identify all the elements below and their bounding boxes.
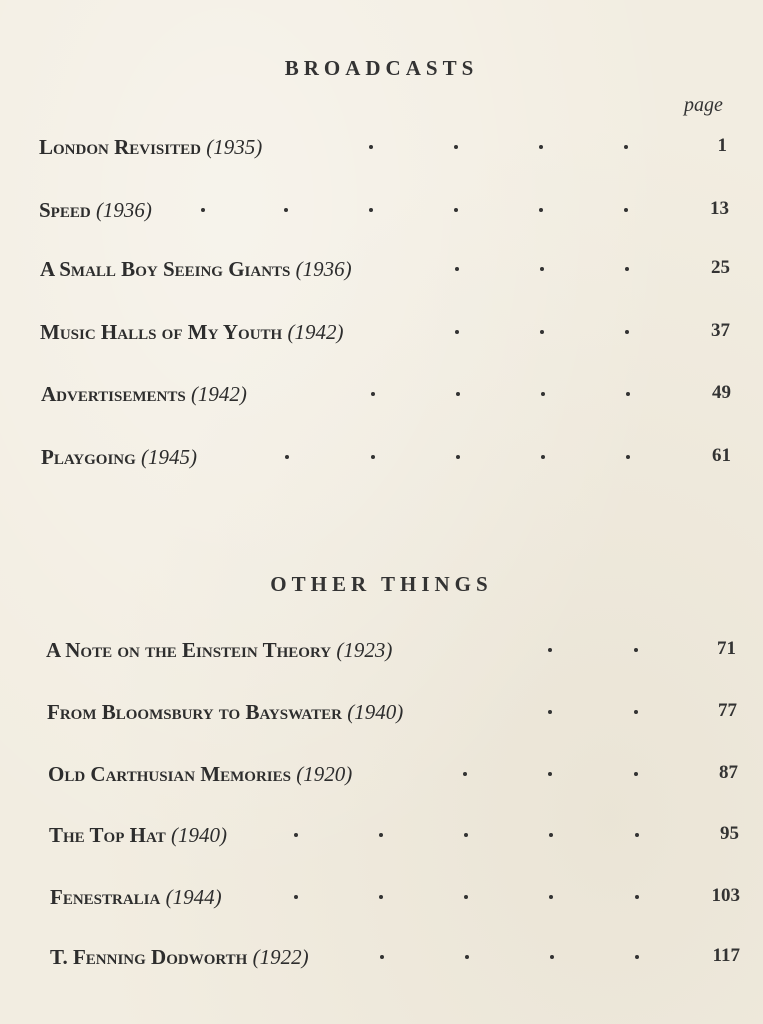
- leader-dot: [624, 145, 628, 149]
- leader-dot: [380, 955, 384, 959]
- leader-dot: [540, 330, 544, 334]
- leader-dot: [625, 330, 629, 334]
- entry-year: (1942): [287, 320, 344, 344]
- entry-page-number: 95: [720, 823, 739, 844]
- entry-title: T. Fenning Dodworth (1922): [50, 945, 309, 969]
- toc-entry[interactable]: [47, 700, 747, 730]
- entry-page-number: 117: [712, 945, 740, 966]
- entry-title: Advertisements (1942): [41, 382, 247, 406]
- toc-entry[interactable]: [48, 762, 748, 792]
- leader-dot: [454, 145, 458, 149]
- leader-dot: [634, 710, 638, 714]
- leader-dot: [455, 330, 459, 334]
- entry-page-number: 103: [711, 885, 740, 906]
- entry-year: (1935): [206, 135, 263, 159]
- leader-dot: [379, 895, 383, 899]
- entry-page-number: 37: [711, 320, 730, 341]
- leader-dot: [463, 772, 467, 776]
- leader-dot: [456, 392, 460, 396]
- leader-dot: [294, 833, 298, 837]
- leader-dot: [548, 648, 552, 652]
- leader-dot: [371, 455, 375, 459]
- entry-year: (1942): [190, 382, 247, 406]
- toc-entry[interactable]: [39, 135, 739, 165]
- toc-entry[interactable]: [40, 320, 740, 350]
- entry-year: (1922): [252, 945, 309, 969]
- leader-dot: [541, 455, 545, 459]
- leader-dot: [284, 208, 288, 212]
- leader-dot: [635, 955, 639, 959]
- page-column-label: page: [684, 94, 723, 116]
- leader-dot: [625, 267, 629, 271]
- leader-dot: [285, 455, 289, 459]
- leader-dot: [464, 895, 468, 899]
- entry-title: Playgoing (1945): [41, 445, 198, 469]
- entry-year: (1920): [296, 762, 353, 786]
- toc-entry[interactable]: [40, 257, 740, 287]
- leader-dot: [464, 833, 468, 837]
- leader-dot: [635, 833, 639, 837]
- leader-dot: [541, 392, 545, 396]
- section-title-broadcasts: BROADCASTS: [284, 56, 479, 80]
- toc-entry[interactable]: [50, 945, 750, 975]
- entry-title: Fenestralia (1944): [50, 885, 222, 909]
- leader-dot: [455, 267, 459, 271]
- leader-dot: [626, 392, 630, 396]
- entry-year: (1936): [95, 198, 152, 222]
- entry-page-number: 71: [717, 638, 736, 659]
- leader-dot: [549, 895, 553, 899]
- leader-dot: [550, 955, 554, 959]
- leader-dot: [539, 145, 543, 149]
- entry-year: (1940): [170, 823, 227, 847]
- leader-dot: [369, 208, 373, 212]
- leader-dot: [626, 455, 630, 459]
- entry-year: (1944): [165, 885, 222, 909]
- entry-page-number: 87: [719, 762, 738, 783]
- toc-entry[interactable]: [50, 885, 750, 915]
- entry-title: From Bloomsbury to Bayswater (1940): [47, 700, 404, 724]
- leader-dot: [201, 208, 205, 212]
- toc-entry[interactable]: [46, 638, 746, 668]
- entry-page-number: 25: [711, 257, 730, 278]
- leader-dot: [548, 710, 552, 714]
- entry-title: Old Carthusian Memories (1920): [48, 762, 353, 786]
- entry-title: A Small Boy Seeing Giants (1936): [40, 257, 352, 281]
- entry-page-number: 77: [718, 700, 737, 721]
- leader-dot: [454, 208, 458, 212]
- entry-title: London Revisited (1935): [39, 135, 263, 159]
- section-title-other-things: OTHER THINGS: [270, 572, 493, 596]
- entry-page-number: 13: [710, 198, 729, 219]
- entry-title: Speed (1936): [39, 198, 152, 222]
- leader-dot: [369, 145, 373, 149]
- entry-title: The Top Hat (1940): [49, 823, 227, 847]
- toc-entry[interactable]: [39, 198, 739, 228]
- leader-dot: [294, 895, 298, 899]
- entry-page-number: 1: [717, 135, 727, 156]
- leader-dot: [634, 648, 638, 652]
- leader-dot: [371, 392, 375, 396]
- entry-title: Music Halls of My Youth (1942): [40, 320, 344, 344]
- entry-year: (1936): [295, 257, 352, 281]
- toc-entry[interactable]: [49, 823, 749, 853]
- leader-dot: [549, 833, 553, 837]
- entry-year: (1923): [336, 638, 393, 662]
- entry-page-number: 49: [712, 382, 731, 403]
- entry-year: (1945): [141, 445, 198, 469]
- toc-entry[interactable]: [41, 382, 741, 412]
- entry-title: A Note on the Einstein Theory (1923): [46, 638, 393, 662]
- toc-entry[interactable]: [41, 445, 741, 475]
- entry-year: (1940): [347, 700, 404, 724]
- leader-dot: [548, 772, 552, 776]
- leader-dot: [624, 208, 628, 212]
- leader-dot: [539, 208, 543, 212]
- entry-page-number: 61: [712, 445, 731, 466]
- leader-dot: [456, 455, 460, 459]
- leader-dot: [465, 955, 469, 959]
- leader-dot: [635, 895, 639, 899]
- leader-dot: [634, 772, 638, 776]
- leader-dot: [540, 267, 544, 271]
- leader-dot: [379, 833, 383, 837]
